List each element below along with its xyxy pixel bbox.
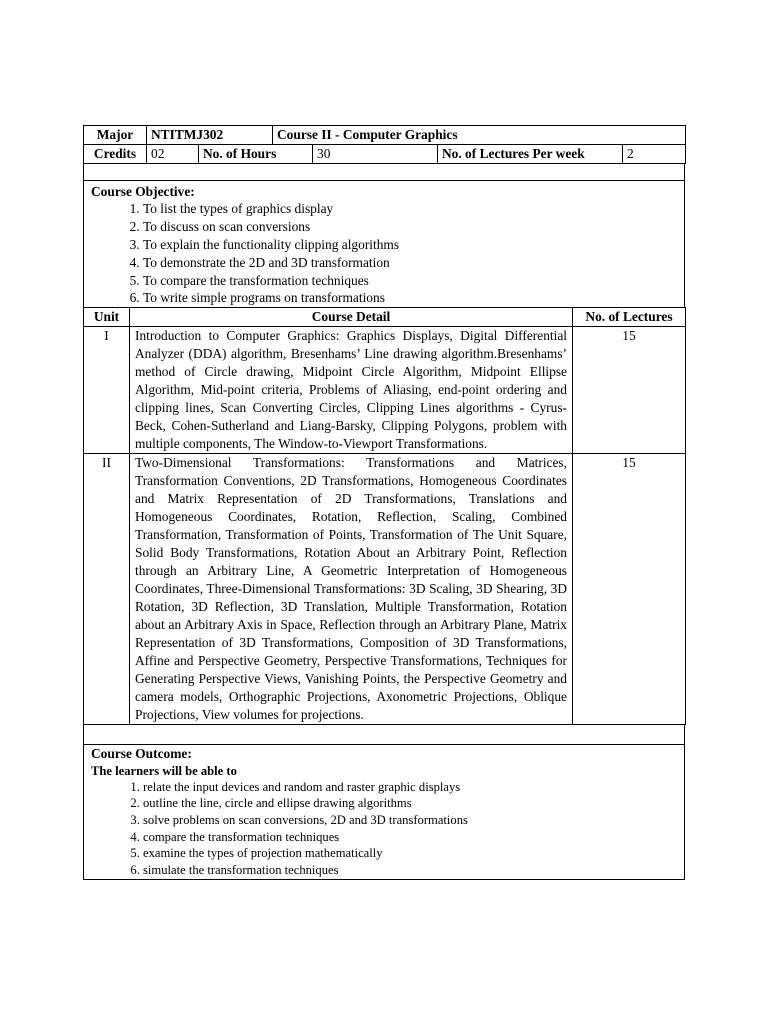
- units-table: [83, 307, 686, 725]
- table-row: [84, 453, 686, 724]
- unit-number: I: [84, 326, 130, 453]
- unit-detail: Two-Dimensional Transformations: Transformations and Matrices, Transformation Conventions, 2D Transformations, Homogeneous Coordinates and Matrix Representation of 2D Transformations, Translations and Homogeneous Coordinates, Rotation, Reflection, Scaling, Combined Transformation, Transformation of Points, Transformation of The Unit Square, Solid Body Transformations, Rotation About an Arbitrary Point, Reflection through an Arbitrary Line, A Geometric Interpretation of Homogeneous Coordinates, Three-Dimensional Transformations: 3D Scaling, 3D Shearing, 3D Rotation, 3D Reflection, 3D Translation, Multiple Transformation, Rotation about an Arbitrary Axis in Space, Reflection through an Arbitrary Plane, Matrix Representation of 3D Transformations, Composition of 3D Transformations, Affine and Perspective Geometry, Perspective Transformations, Techniques for Generating Perspective Views, Vanishing Points, the Perspective Geometry and camera models, Orthographic Projections, Axonometric Projections, Oblique Projections, View volumes for projections.: [130, 453, 573, 724]
- objectives-cell: [84, 180, 685, 308]
- spacer-row: [84, 724, 685, 744]
- objectives-list: [91, 200, 677, 307]
- hours-label: No. of Hours: [199, 144, 313, 163]
- outcome-item: 1. relate the input devices and random and raster graphic displays: [143, 779, 677, 796]
- lectures-per-week-value: 2: [623, 144, 686, 163]
- credits-row: [84, 144, 686, 163]
- unit-lectures: 15: [573, 326, 686, 453]
- objective-item: 6. To write simple programs on transformations: [143, 289, 677, 307]
- course-header-table: [83, 125, 686, 145]
- outcome-item: 5. examine the types of projection mathematically: [143, 845, 677, 862]
- table-row: [84, 326, 686, 453]
- objective-item: 4. To demonstrate the 2D and 3D transformation: [143, 254, 677, 272]
- col-unit-header: Unit: [84, 308, 130, 327]
- col-detail-header: Course Detail: [130, 308, 573, 327]
- credits-label: Credits: [84, 144, 147, 163]
- outcomes-subheading: The learners will be able to: [91, 763, 237, 778]
- objective-item: 3. To explain the functionality clipping algorithms: [143, 236, 677, 254]
- credits-table: [83, 144, 686, 164]
- major-code: NTITMJ302: [147, 126, 273, 145]
- outcome-item: 4. compare the transformation techniques: [143, 829, 677, 846]
- objective-item: 1. To list the types of graphics display: [143, 200, 677, 218]
- unit-lectures: 15: [573, 453, 686, 724]
- unit-number: II: [84, 453, 130, 724]
- spacer-row: [84, 163, 685, 180]
- outcomes-table: [83, 724, 685, 880]
- lectures-per-week-label: No. of Lectures Per week: [438, 144, 623, 163]
- outcomes-list: [91, 779, 677, 879]
- outcome-item: 6. simulate the transformation techniques: [143, 862, 677, 879]
- major-row: [84, 126, 686, 145]
- col-lectures-header: No. of Lectures: [573, 308, 686, 327]
- unit-detail: Introduction to Computer Graphics: Graphics Displays, Digital Differential Analyzer (DDA) algorithm, Bresenhams’ Line drawing algorithm.Bresenhams’ method of Circle drawing, Midpoint Circle Algorithm, Midpoint Ellipse Algorithm, Mid-point criteria, Problems of Aliasing, end-point ordering and clipping lines, Scan Converting Circles, Clipping Lines algorithms - Cyrus-Beck, Cohen-Sutherland and Liang-Barsky, Clipping Polygons, problem with multiple components, The Window-to-Viewport Transformations.: [130, 326, 573, 453]
- objectives-heading: Course Objective:: [91, 183, 195, 199]
- units-header-row: [84, 308, 686, 327]
- outcomes-cell: [84, 744, 685, 879]
- course-title: Course II - Computer Graphics: [273, 126, 686, 145]
- outcome-item: 2. outline the line, circle and ellipse drawing algorithms: [143, 795, 677, 812]
- hours-value: 30: [313, 144, 438, 163]
- outcomes-heading: Course Outcome:: [91, 745, 192, 761]
- credits-value: 02: [147, 144, 199, 163]
- outcome-item: 3. solve problems on scan conversions, 2D and 3D transformations: [143, 812, 677, 829]
- objective-item: 5. To compare the transformation techniques: [143, 272, 677, 290]
- major-label: Major: [84, 126, 147, 145]
- objectives-table: [83, 163, 685, 309]
- syllabus-document: [83, 125, 685, 880]
- objective-item: 2. To discuss on scan conversions: [143, 218, 677, 236]
